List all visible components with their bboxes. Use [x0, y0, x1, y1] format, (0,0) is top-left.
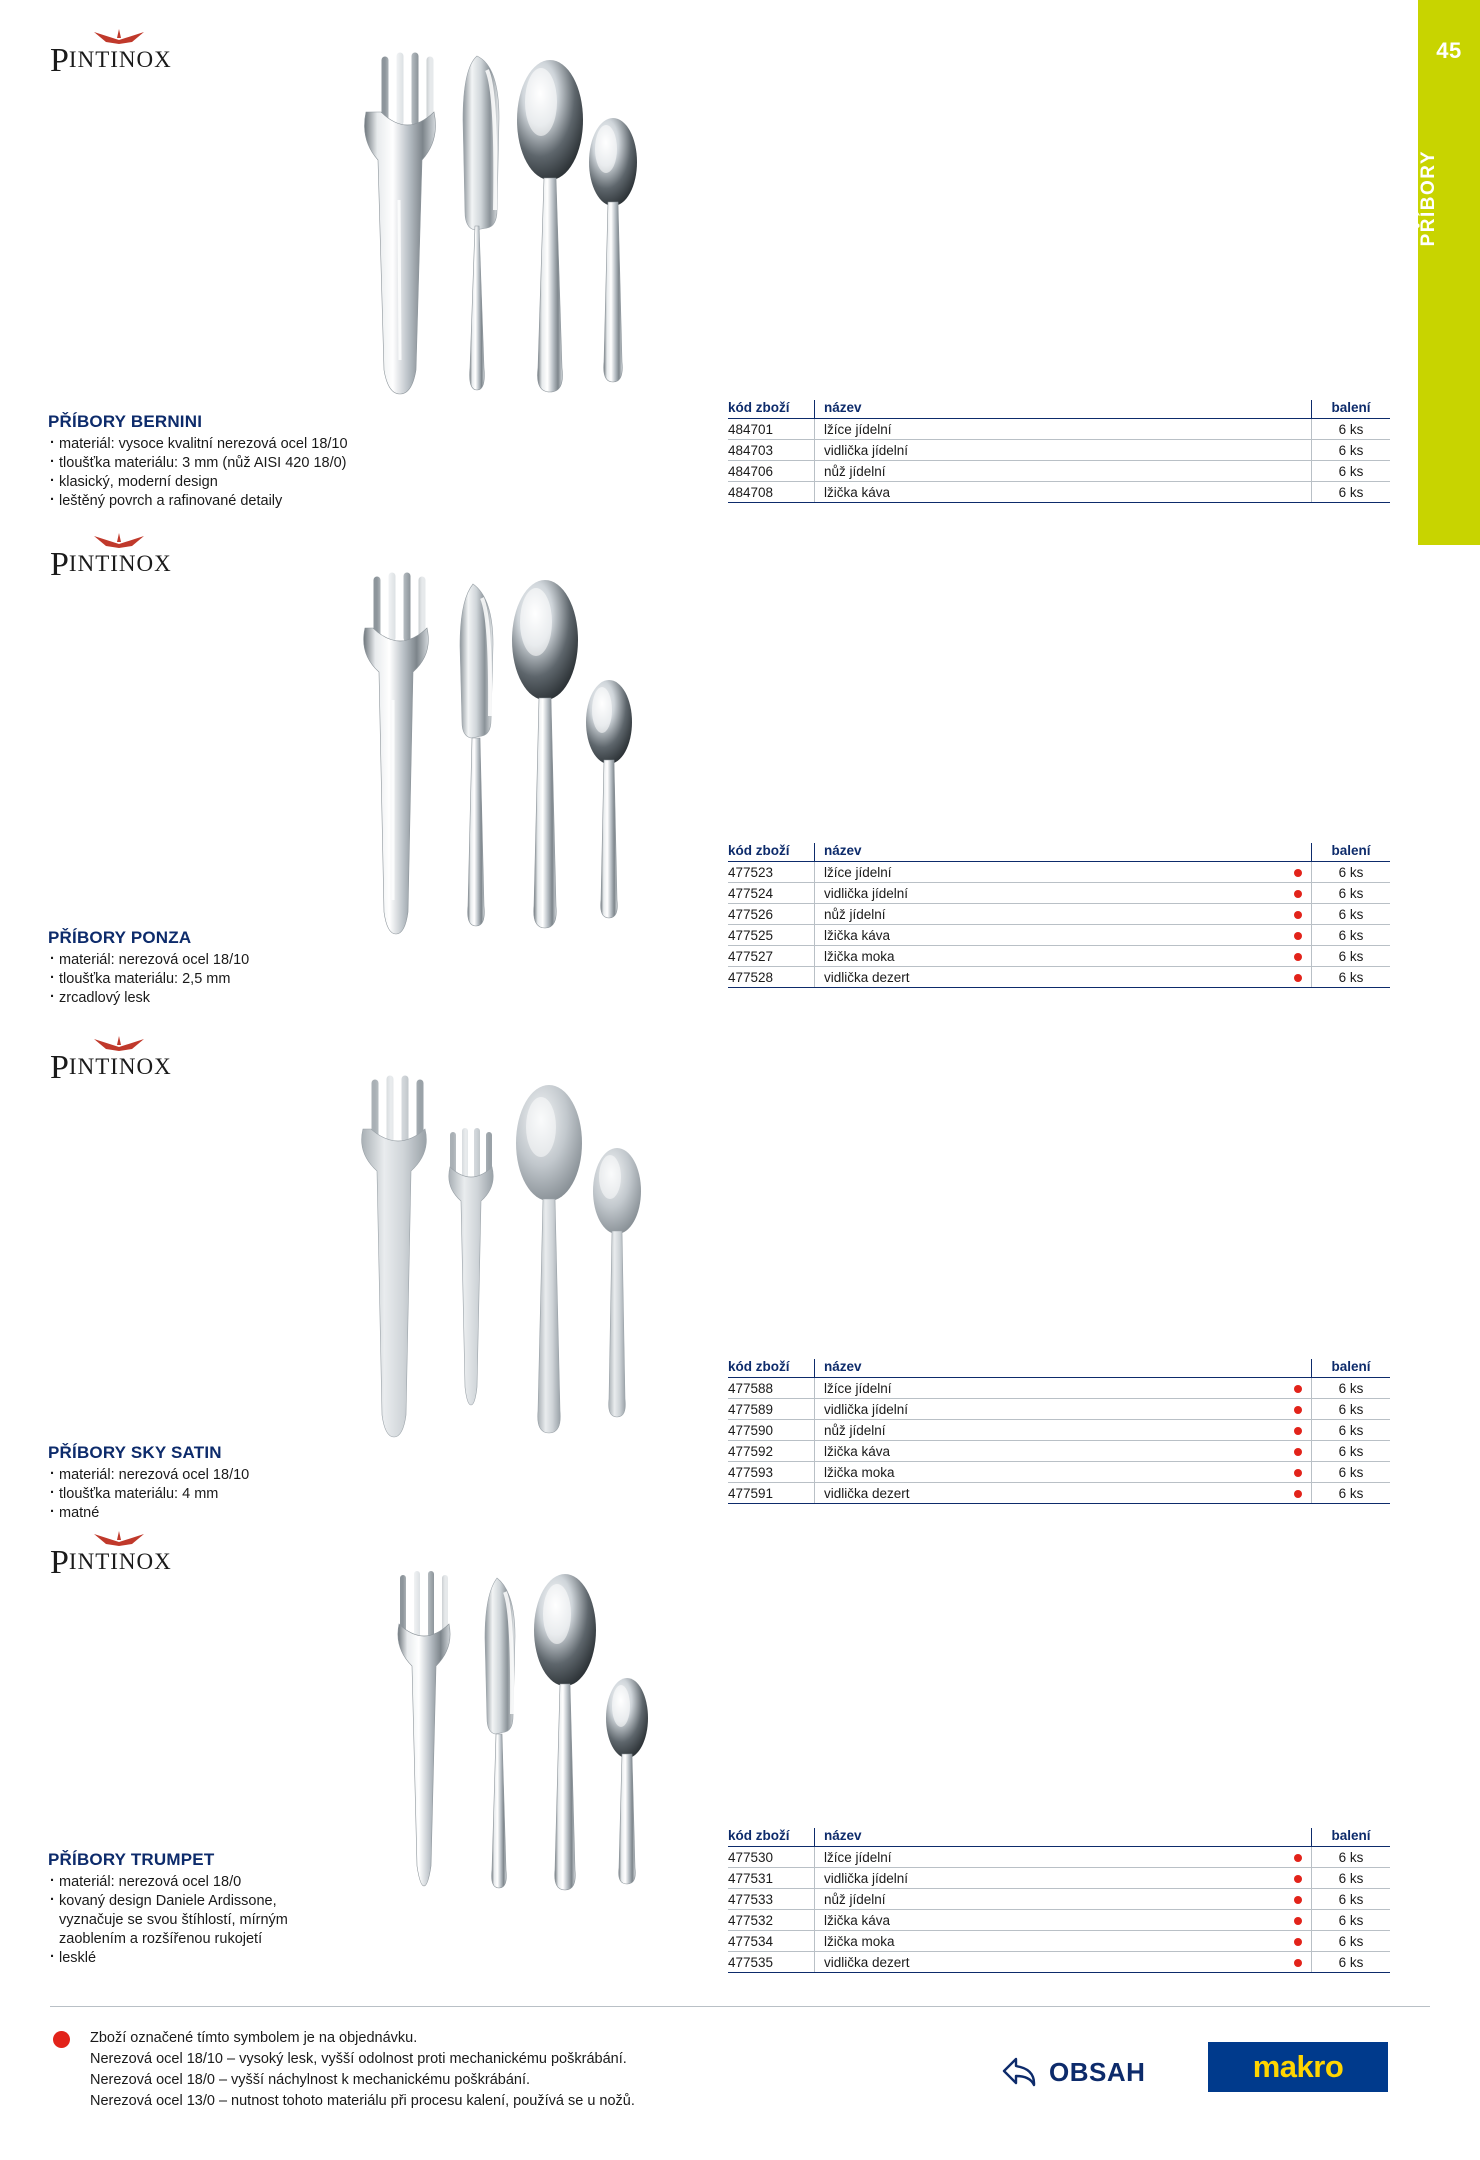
- order-marker: [1285, 967, 1312, 988]
- table-row: 477591 vidlička dezert 6 ks: [728, 1483, 1390, 1504]
- order-marker: [1285, 1378, 1312, 1399]
- table-row: 477531 vidlička jídelní 6 ks: [728, 1868, 1390, 1889]
- section-bernini: [0, 0, 1480, 540]
- header-pack: balení: [1312, 843, 1391, 862]
- order-marker: [1285, 904, 1312, 925]
- footer-line: Nerezová ocel 18/10 – vysoký lesk, vyšší odolnost proti mechanickému poškrábání.: [90, 2051, 627, 2067]
- header-order: [1285, 1828, 1312, 1847]
- header-pack: balení: [1312, 1359, 1391, 1378]
- table-row: 477528 vidlička dezert 6 ks: [728, 967, 1390, 988]
- makro-logo: [1208, 2042, 1388, 2092]
- order-marker: [1285, 482, 1312, 503]
- table-header-row: [728, 1359, 1390, 1378]
- header-code: kód zboží: [728, 1828, 815, 1847]
- order-marker: [1285, 461, 1312, 482]
- brand-logo-pintinox: PINTINOX: [50, 1045, 172, 1083]
- order-marker: [1285, 419, 1312, 440]
- order-marker: [1285, 862, 1312, 883]
- table-row: 477527 lžička moka 6 ks: [728, 946, 1390, 967]
- footer-line: Zboží označené tímto symbolem je na objednávku.: [90, 2030, 418, 2046]
- obsah-link[interactable]: [1000, 2055, 1145, 2089]
- table-row: 477592 lžička káva 6 ks: [728, 1441, 1390, 1462]
- header-code: kód zboží: [728, 1359, 815, 1378]
- table-header-row: [728, 400, 1390, 419]
- page-number: 45: [1436, 38, 1462, 63]
- back-arrow-icon: [1000, 2055, 1040, 2089]
- product-bullets: · materiál: vysoce kvalitní nerezová ocel 18/10 · tloušťka materiálu: 3 mm (nůž AISI 420 18/0) · klasický, moderní design · leštěný povrch a rafinované detaily: [48, 435, 468, 511]
- header-name: název: [815, 1828, 1286, 1847]
- footer-divider: [50, 2006, 1430, 2007]
- table-row: 477524 vidlička jídelní 6 ks: [728, 883, 1390, 904]
- product-description-ponza: [48, 928, 448, 1008]
- footer-line: Nerezová ocel 18/0 – vyšší náchylnost k mechanickému poškrábání.: [90, 2072, 531, 2088]
- order-marker: [1285, 1399, 1312, 1420]
- product-description-bernini: [48, 412, 468, 511]
- section-ponza: [0, 530, 1480, 1030]
- header-pack: balení: [1312, 400, 1391, 419]
- table-row: 477523 lžíce jídelní 6 ks: [728, 862, 1390, 883]
- table-row: 477535 vidlička dezert 6 ks: [728, 1952, 1390, 1973]
- product-description-trumpet: [48, 1850, 448, 1968]
- product-bullets: · materiál: nerezová ocel 18/0 · kovaný design Daniele Ardissone, vyznačuje se svou štíhlostí, mírným zaoblením a rozšířenou rukojetí · lesklé: [48, 1873, 448, 1968]
- header-order: [1285, 1359, 1312, 1378]
- table-row: 477593 lžička moka 6 ks: [728, 1462, 1390, 1483]
- order-marker: [1285, 1931, 1312, 1952]
- order-marker: [1285, 440, 1312, 461]
- crown-icon: [92, 533, 146, 549]
- order-marker: [1285, 1889, 1312, 1910]
- section-trumpet: [0, 1520, 1480, 2020]
- product-description-sky-satin: [48, 1443, 448, 1523]
- table-row: 477530 lžíce jídelní 6 ks: [728, 1847, 1390, 1868]
- table-row: 484706 nůž jídelní 6 ks: [728, 461, 1390, 482]
- table-row: 477534 lžička moka 6 ks: [728, 1931, 1390, 1952]
- makro-label: makro: [1252, 2049, 1344, 2084]
- product-table-ponza: [728, 843, 1390, 988]
- order-marker: [1285, 1910, 1312, 1931]
- table-header-row: [728, 843, 1390, 862]
- table-row: 477525 lžička káva 6 ks: [728, 925, 1390, 946]
- table-row: 477526 nůž jídelní 6 ks: [728, 904, 1390, 925]
- brand-logo-pintinox: PINTINOX: [50, 1540, 172, 1578]
- header-order: [1285, 400, 1312, 419]
- table-row: 477533 nůž jídelní 6 ks: [728, 1889, 1390, 1910]
- table-row: 484703 vidlička jídelní 6 ks: [728, 440, 1390, 461]
- crown-icon: [92, 29, 146, 45]
- product-title: PŘÍBORY BERNINI: [48, 412, 203, 431]
- order-marker: [1285, 1847, 1312, 1868]
- product-table-sky-satin: [728, 1359, 1390, 1504]
- order-marker: [1285, 883, 1312, 904]
- header-code: kód zboží: [728, 400, 815, 419]
- product-bullets: · materiál: nerezová ocel 18/10 · tloušťka materiálu: 2,5 mm · zrcadlový lesk: [48, 951, 448, 1008]
- order-marker: [1285, 1868, 1312, 1889]
- order-marker: [1285, 1483, 1312, 1504]
- order-marker: [1285, 946, 1312, 967]
- crown-icon: [92, 1531, 146, 1547]
- order-marker: [1285, 1462, 1312, 1483]
- table-header-row: [728, 1828, 1390, 1847]
- brand-logo-pintinox: PINTINOX: [50, 38, 172, 76]
- order-marker: [1285, 1420, 1312, 1441]
- order-marker: [1285, 1952, 1312, 1973]
- header-name: název: [815, 1359, 1286, 1378]
- order-marker: [1285, 1441, 1312, 1462]
- order-marker: [1285, 925, 1312, 946]
- obsah-label: OBSAH: [1049, 2056, 1146, 2087]
- footer-line: Nerezová ocel 13/0 – nutnost tohoto materiálu při procesu kalení, používá se u nožů.: [90, 2093, 635, 2109]
- table-row: 484701 lžíce jídelní 6 ks: [728, 419, 1390, 440]
- header-name: název: [815, 400, 1286, 419]
- product-table-bernini: [728, 400, 1390, 503]
- table-row: 477590 nůž jídelní 6 ks: [728, 1420, 1390, 1441]
- page-tab-label: PŘÍBORY: [1418, 150, 1439, 247]
- header-name: název: [815, 843, 1286, 862]
- product-title: PŘÍBORY PONZA: [48, 928, 192, 947]
- table-row: 477588 lžíce jídelní 6 ks: [728, 1378, 1390, 1399]
- product-table-trumpet: [728, 1828, 1390, 1973]
- table-row: 477589 vidlička jídelní 6 ks: [728, 1399, 1390, 1420]
- product-title: PŘÍBORY TRUMPET: [48, 1850, 215, 1869]
- table-row: 484708 lžička káva 6 ks: [728, 482, 1390, 503]
- section-sky-satin: [0, 1025, 1480, 1525]
- product-bullets: · materiál: nerezová ocel 18/10 · tloušťka materiálu: 4 mm · matné: [48, 1466, 448, 1523]
- order-marker-icon: [53, 2031, 70, 2048]
- table-row: 477532 lžička káva 6 ks: [728, 1910, 1390, 1931]
- header-order: [1285, 843, 1312, 862]
- header-code: kód zboží: [728, 843, 815, 862]
- crown-icon: [92, 1036, 146, 1052]
- header-pack: balení: [1312, 1828, 1391, 1847]
- product-title: PŘÍBORY SKY SATIN: [48, 1443, 222, 1462]
- brand-logo-pintinox: PINTINOX: [50, 542, 172, 580]
